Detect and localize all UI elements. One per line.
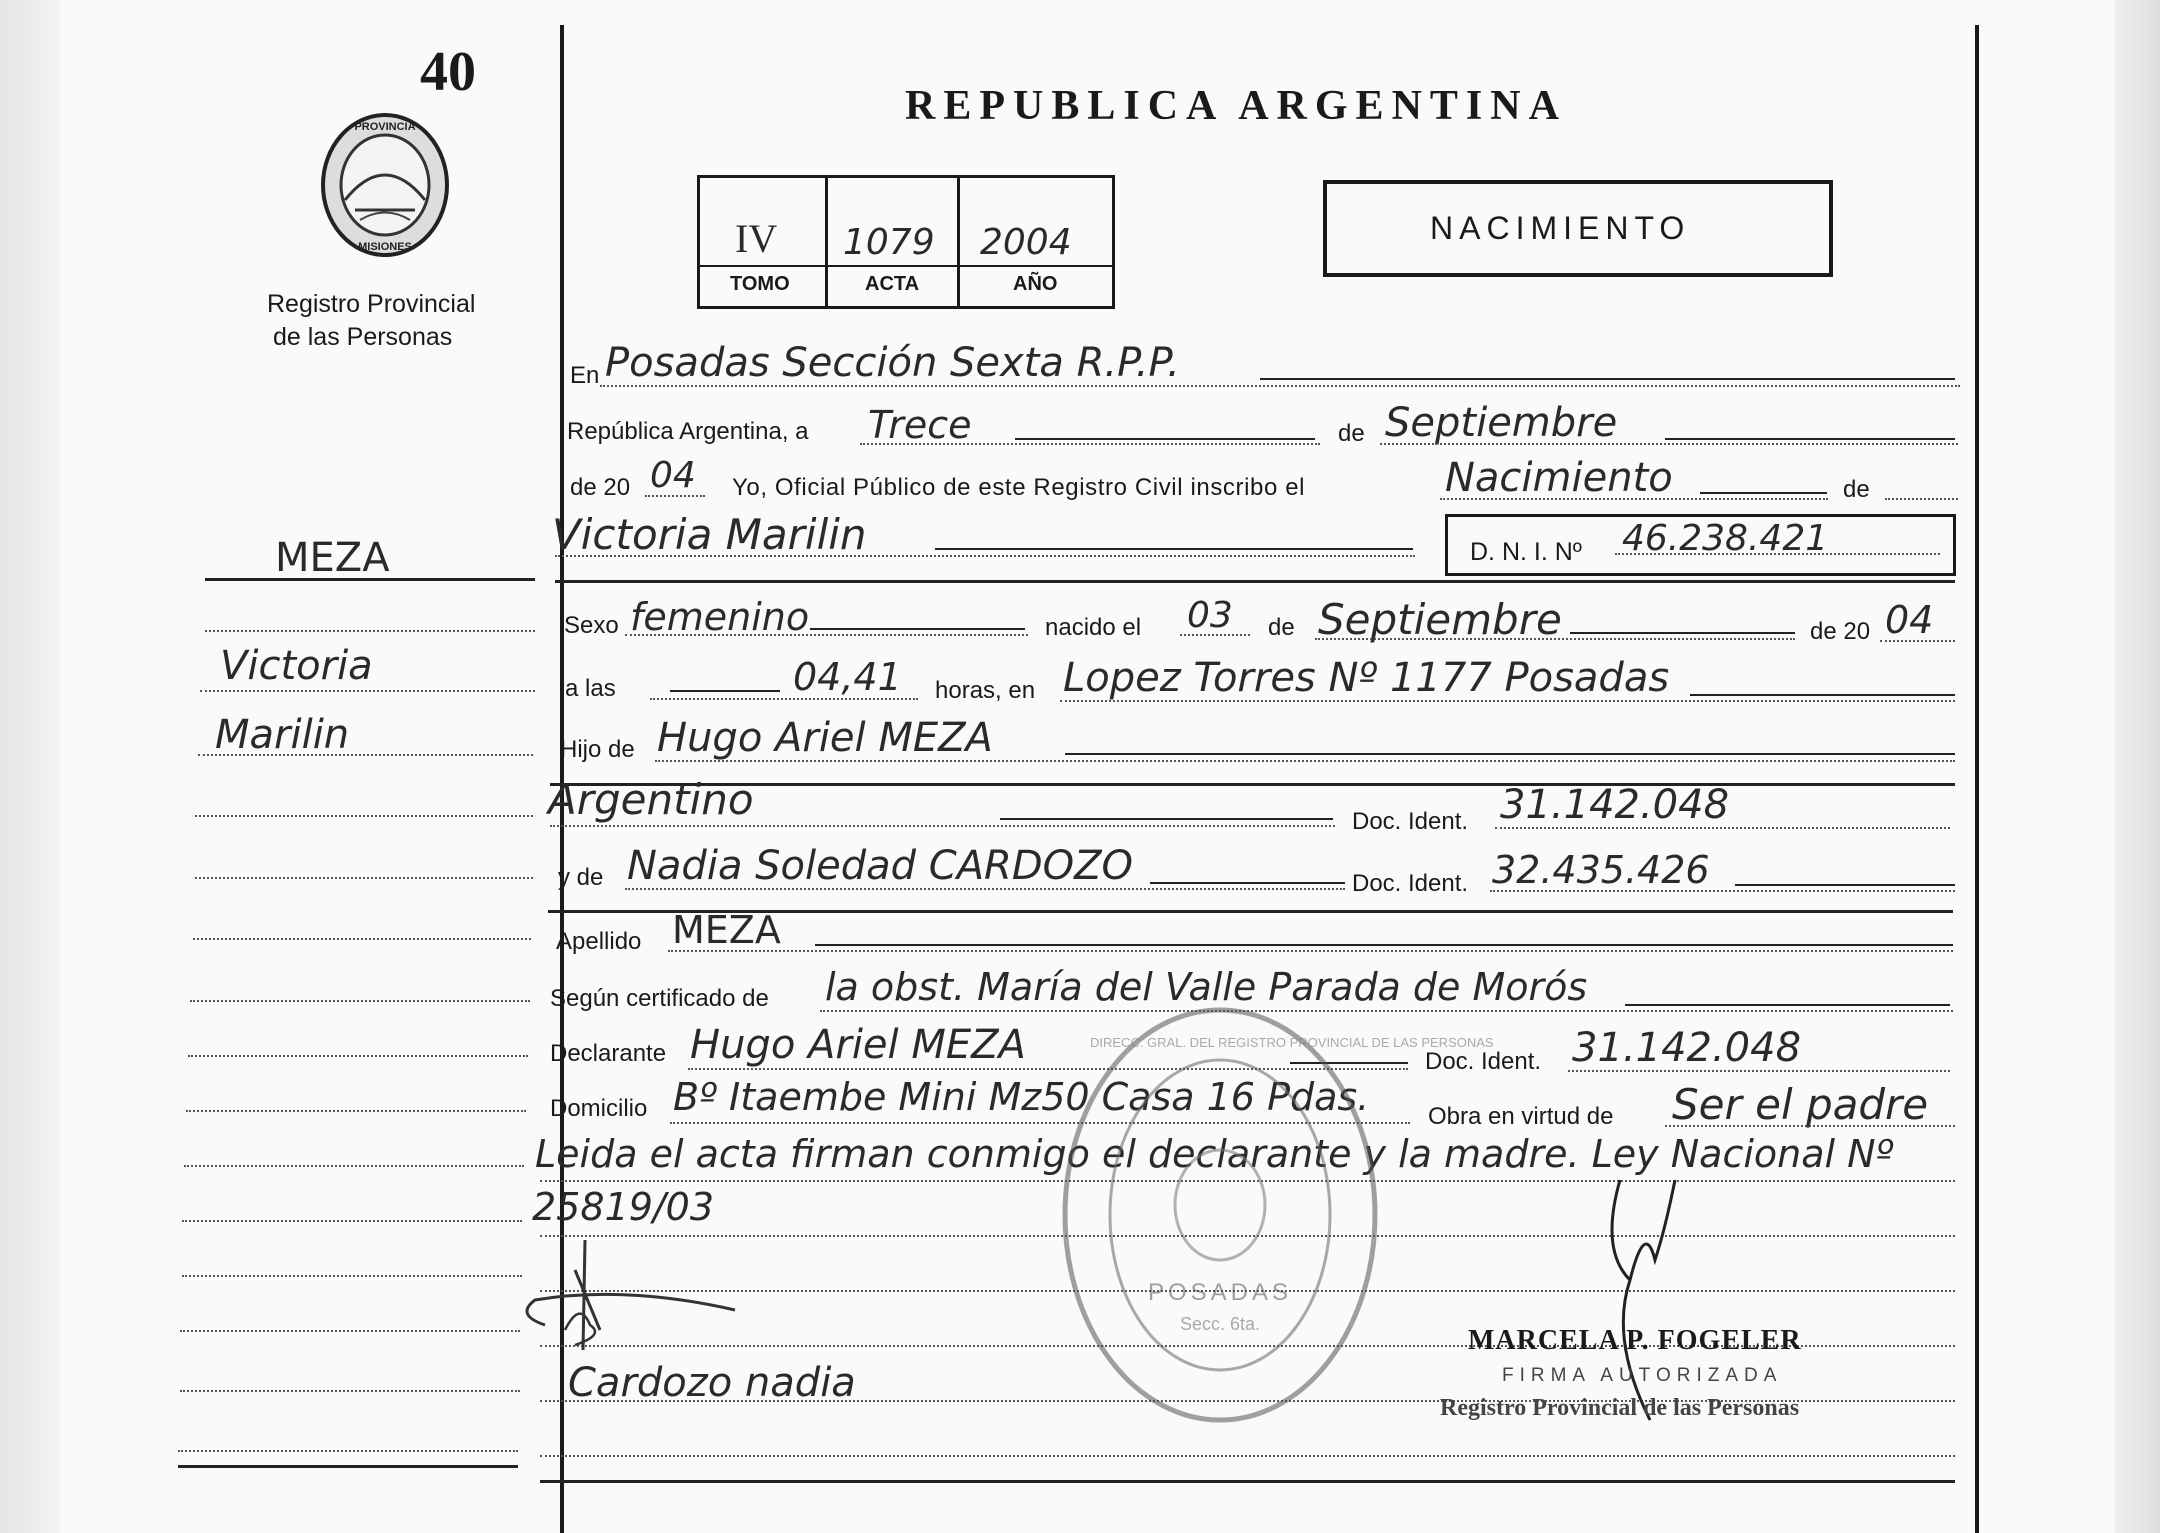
stamp-ring-text: DIRECC. GRAL. DEL REGISTRO PROVINCIAL DE LAS PERSONAS <box>1090 1035 1494 1050</box>
form-line <box>650 698 918 700</box>
declarante-doc: 31.142.048 <box>1572 1025 1802 1071</box>
form-line <box>1690 694 1955 696</box>
record-type: NACIMIENTO <box>1430 210 1691 246</box>
father-doc-label: Doc. Ident. <box>1352 808 1469 835</box>
margin-name1: Victoria <box>220 643 373 689</box>
time-value: 04,41 <box>793 655 902 699</box>
form-line <box>625 634 1028 636</box>
child-name: Victoria Marilin <box>552 510 867 559</box>
ano-value: 2004 <box>980 222 1072 263</box>
sexo-value: femenino <box>630 595 810 639</box>
svg-text:POSADAS: POSADAS <box>1147 1279 1293 1306</box>
form-line <box>540 1455 1955 1457</box>
binding-edge <box>0 0 60 1533</box>
registry-name-line1: Registro Provincial <box>267 290 476 318</box>
form-line <box>1440 498 1828 500</box>
form-line <box>820 1010 1953 1012</box>
record-box-baseline <box>697 265 1112 267</box>
form-line <box>655 760 1955 762</box>
yo-text: Yo, Oficial Público de este Registro Civil inscribo el <box>732 474 1306 501</box>
declarante-label: Declarante <box>550 1040 667 1067</box>
form-line <box>1260 378 1955 380</box>
record-box-divider <box>957 175 960 306</box>
apellido-value: MEZA <box>672 908 781 952</box>
form-line <box>540 1480 1955 1483</box>
form-line <box>815 944 1953 946</box>
margin-line <box>186 1110 526 1112</box>
obra-value: Ser el padre <box>1672 1080 1929 1129</box>
mother-signature: Cardozo nadia <box>568 1360 856 1406</box>
registry-name-line2: de las Personas <box>273 323 453 351</box>
dni-value: 46.238.421 <box>1622 518 1829 559</box>
country-title: REPUBLICA ARGENTINA <box>905 83 1567 129</box>
horas-label: horas, en <box>935 677 1036 704</box>
form-line <box>1380 443 1958 445</box>
form-line <box>935 548 1413 550</box>
form-line <box>555 555 1415 557</box>
en-label: En <box>570 362 600 389</box>
form-line <box>810 628 1025 630</box>
form-line <box>1665 1125 1955 1127</box>
form-line <box>600 385 1960 387</box>
margin-line <box>195 815 533 817</box>
misiones-seal-icon <box>315 110 455 260</box>
form-line <box>1065 753 1955 755</box>
margin-line <box>178 1450 518 1452</box>
mother-name: Nadia Soledad CARDOZO <box>627 843 1134 889</box>
alas-label: a las <box>565 675 616 702</box>
record-box-divider <box>825 175 828 306</box>
form-line <box>1885 498 1958 500</box>
domicilio-label: Domicilio <box>550 1095 648 1122</box>
officer-signature-icon <box>1580 1160 1710 1430</box>
year-prefix: de 20 <box>570 474 631 501</box>
svg-text:Secc. 6ta.: Secc. 6ta. <box>1179 1314 1261 1334</box>
declarante-value: Hugo Ariel MEZA <box>690 1022 1026 1068</box>
mother-doc: 32.435.426 <box>1492 848 1710 892</box>
margin-line <box>200 690 535 692</box>
form-line <box>555 580 1955 583</box>
tomo-label: TOMO <box>730 273 790 295</box>
apellido-label: Apellido <box>556 928 642 955</box>
month-value: Septiembre <box>1385 400 1618 446</box>
form-line <box>1570 632 1795 634</box>
form-line <box>550 825 1335 827</box>
de-label: de <box>1338 420 1365 447</box>
form-line <box>1490 890 1955 892</box>
notes-line1: Leida el acta firman conmigo el declarante y la madre. Ley Nacional Nº <box>535 1132 1894 1176</box>
margin-line <box>182 1220 522 1222</box>
form-line <box>1880 640 1955 642</box>
form-line <box>1315 638 1795 640</box>
cert-label: Según certificado de <box>550 985 769 1012</box>
officer-org: Registro Provincial de las Personas <box>1440 1395 1800 1421</box>
mother-doc-label: Doc. Ident. <box>1352 870 1469 897</box>
margin-line <box>195 877 533 879</box>
ano-label: AÑO <box>1013 273 1058 295</box>
rep-label: República Argentina, a <box>567 418 809 445</box>
margin-line <box>193 938 531 940</box>
svg-text:PROVINCIA: PROVINCIA <box>354 121 416 133</box>
father-doc: 31.142.048 <box>1500 782 1730 828</box>
form-line <box>1625 1004 1950 1006</box>
margin-name2: Marilin <box>215 712 350 758</box>
form-line <box>1015 438 1315 440</box>
form-line <box>1495 827 1950 829</box>
day-value: Trece <box>868 403 972 447</box>
margin-line <box>182 1275 522 1277</box>
cert-value: la obst. María del Valle Parada de Morós <box>825 965 1588 1009</box>
birth-year-prefix: de 20 <box>1810 618 1871 645</box>
birth-year: 04 <box>1885 598 1934 642</box>
form-line <box>668 950 1953 952</box>
form-line <box>670 690 780 692</box>
form-line <box>1615 553 1940 555</box>
margin-line <box>180 1330 520 1332</box>
de-label3: de <box>1268 614 1295 641</box>
margin-line <box>190 1000 530 1002</box>
father-nationality: Argentino <box>548 775 754 824</box>
form-line <box>1150 882 1345 884</box>
form-line <box>645 495 705 497</box>
form-line <box>1180 634 1250 636</box>
form-line <box>1000 818 1333 820</box>
margin-line <box>180 1390 520 1392</box>
margin-line <box>184 1165 524 1167</box>
declarant-signature-icon <box>505 1230 765 1370</box>
page-edge <box>2115 0 2160 1533</box>
place-value: Lopez Torres Nº 1177 Posadas <box>1063 655 1670 701</box>
tomo-value: IV <box>735 216 778 261</box>
page-number: 40 <box>420 41 476 103</box>
acta-value: 1079 <box>843 222 935 263</box>
en-value: Posadas Sección Sexta R.P.P. <box>605 340 1180 386</box>
hijo-label: Hijo de <box>560 736 635 763</box>
sexo-label: Sexo <box>564 612 619 639</box>
acta-label: ACTA <box>865 273 920 295</box>
officer-name: MARCELA P. FOGELER <box>1468 1325 1802 1356</box>
officer-title: FIRMA AUTORIZADA <box>1502 1365 1783 1386</box>
right-border <box>1975 25 1979 1533</box>
form-line <box>1665 438 1955 440</box>
margin-line <box>178 1465 518 1468</box>
form-line <box>1700 492 1827 494</box>
yde-label: y de <box>558 864 604 891</box>
birth-month: Septiembre <box>1318 595 1562 644</box>
official-stamp-icon <box>1055 1000 1385 1430</box>
form-line <box>625 888 1345 890</box>
svg-text:MISIONES: MISIONES <box>358 241 412 253</box>
declarante-doc-label: Doc. Ident. <box>1425 1048 1542 1075</box>
form-line <box>550 783 1955 786</box>
birth-day: 03 <box>1187 595 1233 636</box>
nacido-label: nacido el <box>1045 614 1142 641</box>
form-line <box>1060 700 1955 702</box>
year-value: 04 <box>650 455 696 496</box>
notes-line2: 25819/03 <box>532 1185 715 1229</box>
event-value: Nacimiento <box>1445 455 1673 501</box>
margin-line <box>205 630 535 632</box>
form-line <box>1568 1070 1950 1072</box>
domicilio-value: Bº Itaembe Mini Mz50 Casa 16 Pdas. <box>673 1075 1370 1119</box>
obra-label: Obra en virtud de <box>1428 1103 1614 1130</box>
margin-surname: MEZA <box>275 535 390 581</box>
de-label2: de <box>1843 476 1870 503</box>
dni-label: D. N. I. Nº <box>1470 538 1582 566</box>
father-name: Hugo Ariel MEZA <box>657 715 993 761</box>
form-line <box>860 443 1320 445</box>
margin-line <box>188 1055 528 1057</box>
form-line <box>1735 884 1955 886</box>
